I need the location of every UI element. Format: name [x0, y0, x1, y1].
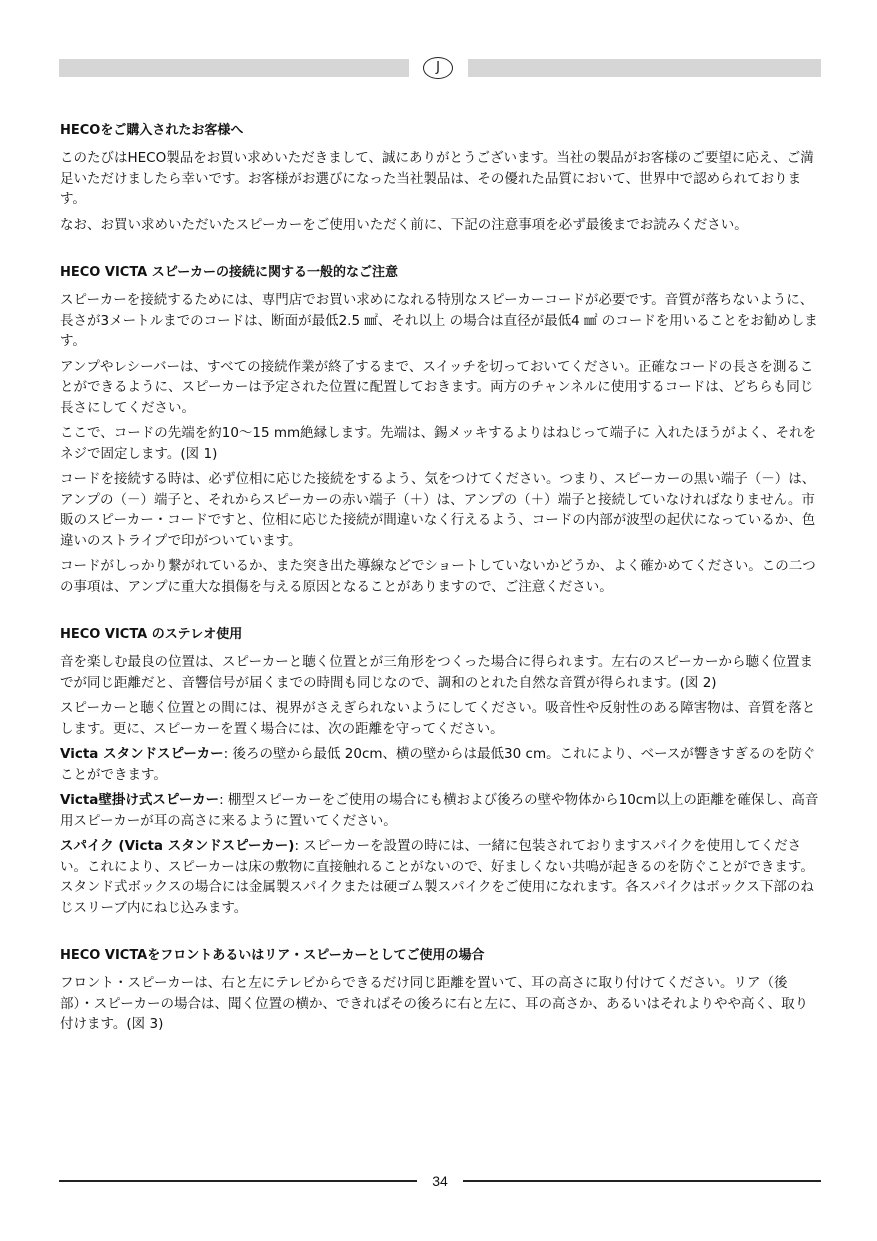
paragraph-label: Victa壁掛け式スピーカー: [60, 792, 220, 808]
section-stereo: [60, 625, 820, 918]
header-bar-right: [468, 59, 821, 77]
labeled-paragraph: [60, 744, 820, 785]
section-connection: [60, 263, 820, 597]
paragraph: スピーカーと聴く位置との間には、視界がさえぎられないようにしてください。吸音性や反射性のある障害物は、音質を落とします。更に、スピーカーを置く場合には、次の距離を守ってください。: [60, 700, 816, 737]
section-heading: HECO VICTA のステレオ使用: [60, 627, 243, 642]
section-heading: HECO VICTAをフロントあるいはリア・スピーカーとしてご使用の場合: [60, 948, 485, 963]
paragraph-text: : 棚型スピーカーをご使用の場合にも横および後ろの壁や物体から10cm以上の距離を確保し、高音用スピーカーが耳の高さに来るように置いてください。: [60, 792, 819, 829]
footer-rule-right: [463, 1180, 821, 1182]
paragraph-text: : 後ろの壁から最低 20cm、横の壁からは最低30 cm。これにより、ベースが響きすぎるのを防ぐことができます。: [60, 746, 816, 783]
footer-rule-left: [59, 1180, 417, 1182]
paragraph: フロント・スピーカーは、右と左にテレビからできるだけ同じ距離を置いて、耳の高さに取り付けてください。リア（後部）・スピーカーの場合は、聞く位置の横か、できればその後ろに右と左に、耳の高さか、あるいはそれよりやや高く、取り付けます。(図 3): [60, 975, 809, 1032]
paragraph: ここで、コードの先端を約10～15 mm絶縁します。先端は、錫メッキするよりはねじって端子に 入れたほうがよく、それをネジで固定します。(図 1): [60, 425, 817, 462]
paragraph: スピーカーを接続するためには、専門店でお買い求めになれる特別なスピーカーコードが必要です。音質が落ちないように、長さが3メートルまでのコードは、断面が最低2.5 ㎟、それ以上 の場合は直径が最低4 ㎟ のコードを用いることをお勧めします。: [60, 292, 818, 349]
paragraph: コードを接続する時は、必ず位相に応じた接続をするよう、気をつけてください。つまり、スピーカーの黒い端子（－）は、アンプの（－）端子と、それからスピーカーの赤い端子（＋）は、アンプの（＋）端子と接続していなければなりません。市販のスピーカー・コードですと、位相に応じた接続が間違いなく行えるよう、コードの内部が波型の起伏になっているか、色違いのストライプで印がついています。: [60, 471, 816, 549]
paragraph: 音を楽しむ最良の位置は、スピーカーと聴く位置とが三角形をつくった場合に得られます。左右のスピーカーから聴く位置までが同じ距離だと、音響信号が届くまでの時間も同じなので、調和のとれた自然な音質が得られます。(図 2): [60, 654, 814, 691]
labeled-paragraph: [60, 836, 820, 918]
language-badge: J: [423, 57, 453, 79]
paragraph: アンプやレシーバーは、すべての接続作業が終了するまで、スイッチを切っておいてください。正確なコードの長さを測ることができるように、スピーカーは予定された位置に配置しておきます。両方のチャンネルに使用するコードは、どちらも同じ長さにしてください。: [60, 358, 814, 416]
paragraph-label: スパイク (Victa スタンドスピーカー): [60, 838, 295, 854]
page-number: 34: [432, 1173, 448, 1189]
paragraph: このたびはHECO製品をお買い求めいただきまして、誠にありがとうございます。当社の製品がお客様のご要望に応え、ご満足いただけましたら幸いです。お客様がお選びになった当社製品は、その優れた品質において、世界中で認められております。: [60, 150, 814, 207]
section-heading: HECOをご購入されたお客様へ: [60, 123, 244, 138]
header-bar-left: [59, 59, 409, 77]
paragraph: なお、お買い求めいただいたスピーカーをご使用いただく前に、下記の注意事項を必ず最後までお読みください。: [60, 216, 748, 233]
section-front-rear: [60, 946, 820, 1035]
paragraph-label: Victa スタンドスピーカー: [60, 746, 224, 762]
labeled-paragraph: [60, 790, 820, 831]
paragraph-text: : スピーカーを設置の時には、一緒に包装されておりますスパイクを使用してください。これにより、スピーカーは床の敷物に直接触れることがないので、好ましくない共鳴が起きるのを防ぐことができます。スタンド式ボックスの場合には金属製スパイクまたは硬ゴム製スパイクをご使用になれます。各スパイクはボックス下部のねじスリーブ内にねじ込みます。: [60, 838, 814, 916]
paragraph: コードがしっかり繋がれているか、また突き出た導線などでショートしていないかどうか、よく確かめてください。この二つの事項は、アンプに重大な損傷を与える原因となることがありますので、ご注意ください。: [60, 558, 816, 595]
section-greeting: [60, 121, 820, 235]
document-body: [60, 121, 820, 1063]
section-heading: HECO VICTA スピーカーの接続に関する一般的なご注意: [60, 265, 398, 280]
